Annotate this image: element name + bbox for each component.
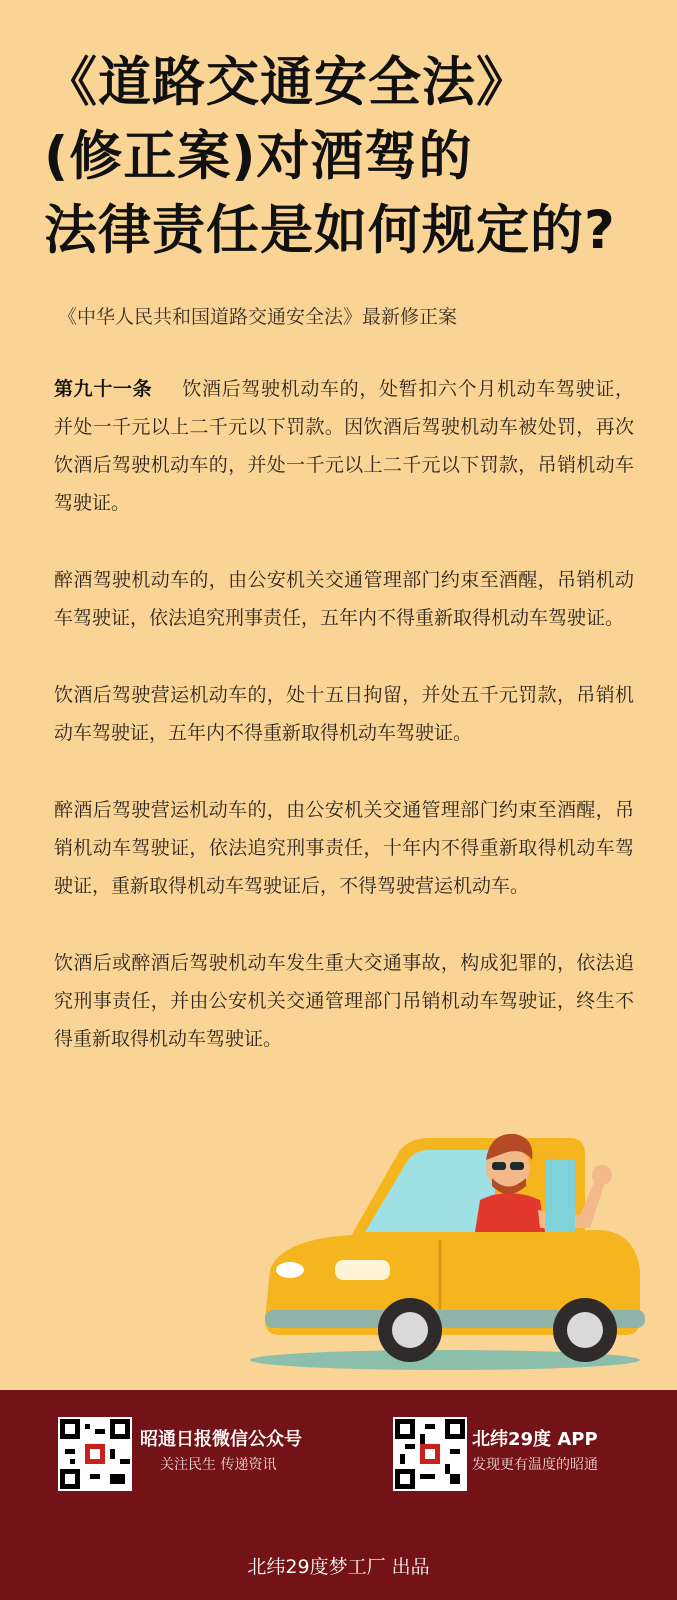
title-line-1: 《道路交通安全法》 (44, 52, 530, 113)
article-number: 第九十一条 (54, 378, 153, 400)
paragraph-3: 饮酒后驾驶营运机动车的，处十五日拘留，并处五千元罚款，吊销机动车驾驶证，五年内不得重新取得机动车驾驶证。 (54, 684, 634, 744)
subtitle: 《中华人民共和国道路交通安全法》最新修正案 (58, 306, 458, 328)
title-line-2: (修正案)对酒驾的 (44, 126, 473, 187)
footer-credit: 北纬29度梦工厂 出品 (247, 1556, 430, 1578)
paragraph-2: 醉酒驾驶机动车的，由公安机关交通管理部门约束至酒醒，吊销机动车驾驶证，依法追究刑事责任，五年内不得重新取得机动车驾驶证。 (54, 569, 634, 629)
paragraph-5: 饮酒后或醉酒后驾驶机动车发生重大交通事故，构成犯罪的，依法追究刑事责任，并由公安机关交通管理部门吊销机动车驾驶证，终生不得重新取得机动车驾驶证。 (54, 952, 634, 1050)
car-driver-illustration (240, 1120, 660, 1380)
paragraph-1-text: 饮酒后驾驶机动车的，处暂扣六个月机动车驾驶证，并处一千元以上二千元以下罚款。因饮酒后驾驶机动车被处罚，再次饮酒后驾驶机动车的，并处一千元以上二千元以下罚款，吊销机动车驾驶证。 (54, 378, 634, 514)
wechat-account-slogan: 关注民生 传递资讯 (160, 1457, 277, 1473)
wechat-account-name: 昭通日报微信公众号 (140, 1429, 302, 1450)
article-body (54, 370, 634, 1097)
paragraph-1 (54, 370, 634, 522)
app-name: 北纬29度 APP (472, 1429, 598, 1450)
app-qr-code (393, 1417, 467, 1491)
wechat-qr-code (58, 1417, 132, 1491)
app-slogan: 发现更有温度的昭通 (472, 1457, 598, 1473)
title-line-3: 法律责任是如何规定的? (44, 200, 616, 261)
title-block (44, 46, 654, 268)
paragraph-4: 醉酒后驾驶营运机动车的，由公安机关交通管理部门约束至酒醒，吊销机动车驾驶证，依法追究刑事责任，十年内不得重新取得机动车驾驶证，重新取得机动车驾驶证后，不得驾驶营运机动车。 (54, 799, 634, 897)
